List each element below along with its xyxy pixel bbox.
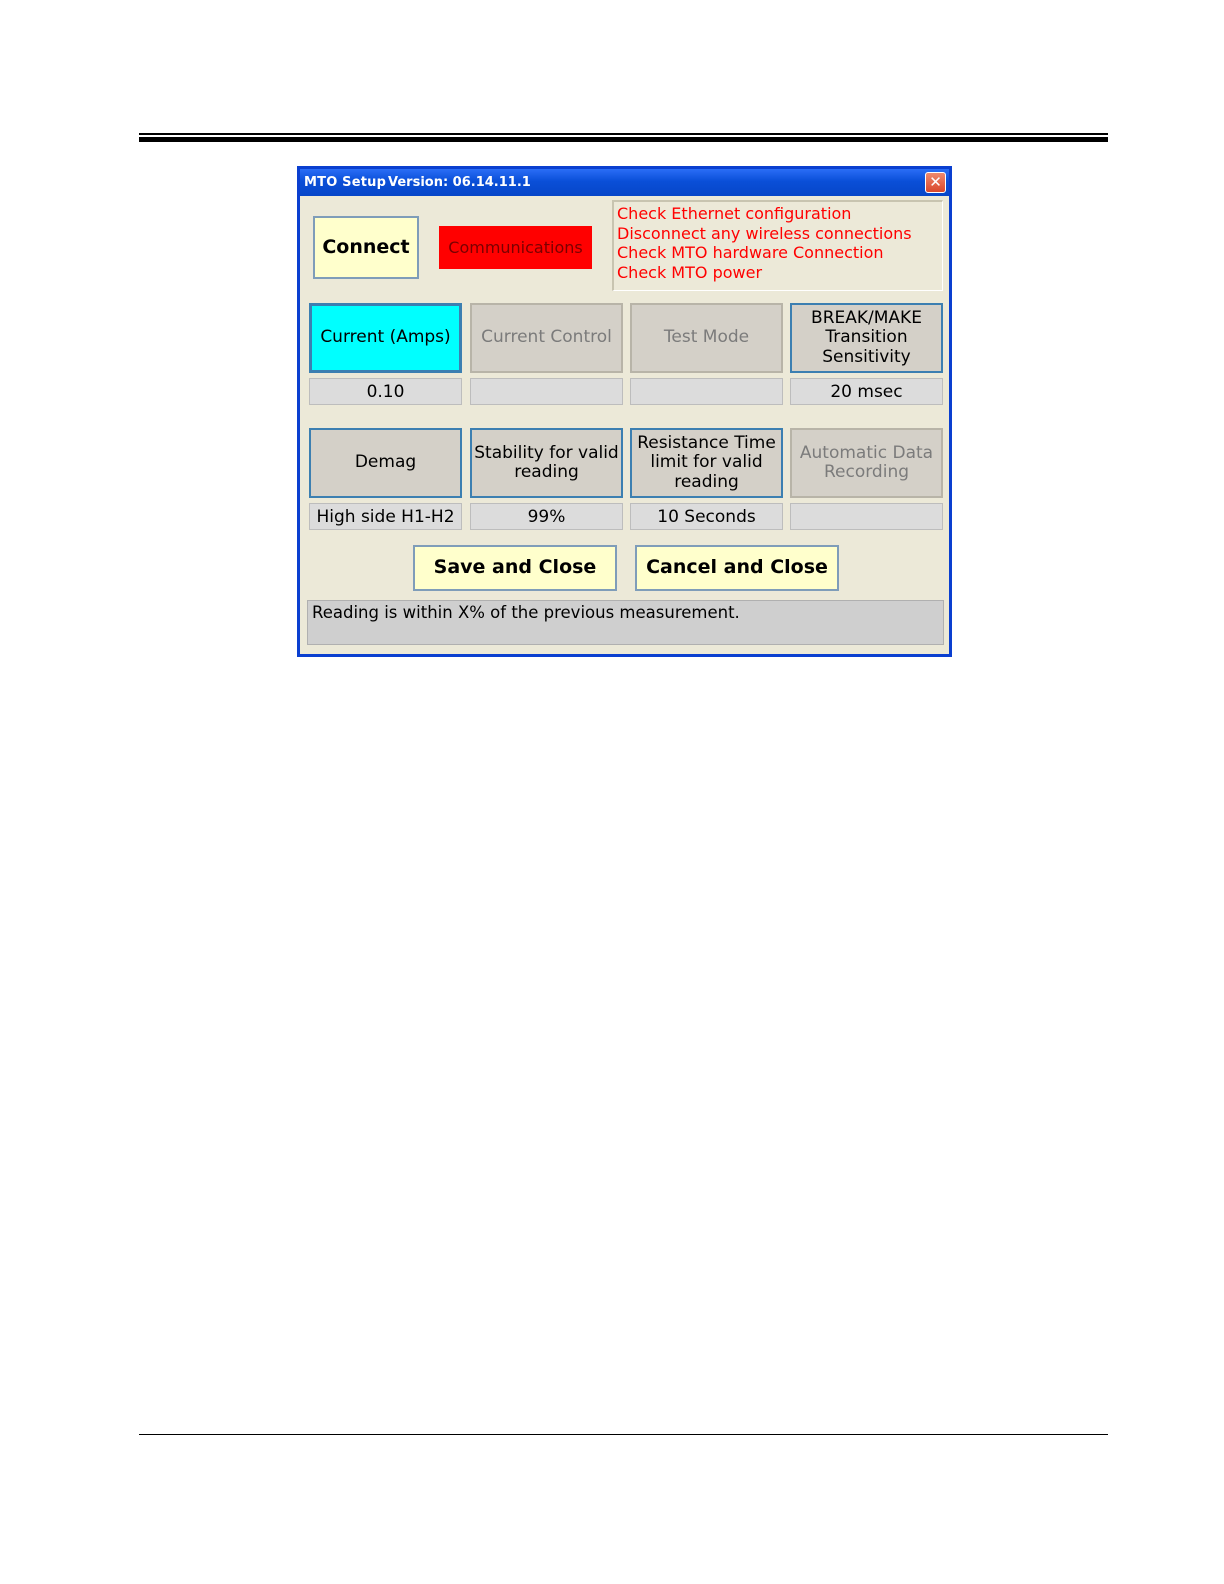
message-line: Check MTO power [617,262,763,282]
header-rule-bottom [139,137,1108,142]
test-mode-button[interactable]: Test Mode [630,303,783,373]
resistance-time-limit-button[interactable]: Resistance Time limit for valid reading [630,428,783,498]
resistance-time-limit-value: 10 Seconds [630,503,783,530]
break-make-sensitivity-value: 20 msec [790,378,943,405]
header-rule-top [139,133,1108,135]
footer-rule [139,1434,1108,1435]
automatic-data-recording-button[interactable]: Automatic Data Recording [790,428,943,498]
connect-button[interactable]: Connect [313,216,419,279]
save-and-close-button[interactable]: Save and Close [413,545,617,591]
current-control-button[interactable]: Current Control [470,303,623,373]
window-version: Version: 06.14.11.1 [388,175,531,190]
communications-status-indicator: Communications [439,226,592,269]
current-control-value [470,378,623,405]
current-amps-button[interactable]: Current (Amps) [309,303,462,373]
cancel-and-close-button[interactable]: Cancel and Close [635,545,839,591]
title-bar[interactable] [300,169,949,196]
current-amps-value: 0.10 [309,378,462,405]
break-make-sensitivity-button[interactable]: BREAK/MAKE Transition Sensitivity [790,303,943,373]
close-icon[interactable]: ✕ [925,172,946,193]
automatic-data-recording-value [790,503,943,530]
demag-button[interactable]: Demag [309,428,462,498]
mto-setup-window [297,166,952,657]
message-line: Check Ethernet configuration [617,204,852,223]
stability-value: 99% [470,503,623,530]
test-mode-value [630,378,783,405]
connection-messages [612,200,943,291]
hint-text: Reading is within X% of the previous measurement. [307,600,944,645]
message-line: Check MTO hardware Connection [617,243,884,262]
window-title: MTO Setup [304,175,387,190]
message-line: Disconnect any wireless connections [617,223,912,243]
demag-value: High side H1-H2 [309,503,462,530]
stability-button[interactable]: Stability for valid reading [470,428,623,498]
